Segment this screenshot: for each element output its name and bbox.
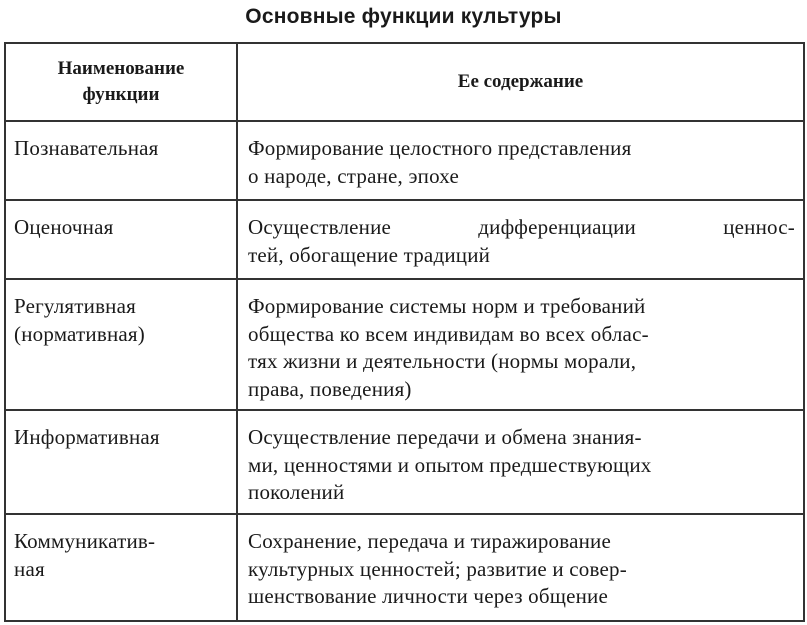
cell-text-line: Формирование целостного представления [248,136,632,160]
cell-text-line: культурных ценностей; развитие и совер- [248,556,627,581]
header-text-line: функции [82,84,160,105]
table-row [5,514,804,621]
function-name-cell [5,279,237,410]
function-content-cell [237,121,804,200]
cell-text-line: Информативная [14,425,160,449]
cell-text-line: тях жизни и деятельности (нормы морали, [248,349,637,373]
header-function-content [237,43,804,121]
cell-text-line: Коммуникатив- [14,529,156,553]
function-name-cell [5,410,237,514]
function-content-cell [237,514,804,621]
cell-text-line: права, поведения) [248,376,412,401]
function-content-cell [237,200,804,279]
function-name-cell [5,514,237,621]
cell-text-line: поколений [248,480,345,504]
table-row [5,279,804,410]
cell-text-line: Познавательная [14,136,159,160]
table-row [5,410,804,514]
cell-text-line: шенствование личности через общение [248,584,609,608]
table-row [5,200,804,279]
cell-text-line: Формирование системы норм и требований [248,294,646,318]
function-content-cell [237,279,804,410]
cell-text-line: тей, обогащение традиций [248,242,491,267]
function-name-cell [5,200,237,279]
header-function-name [5,43,237,121]
cell-text-line: Осуществление дифференциации ценнос- [248,215,795,239]
table-row [5,121,804,200]
page-title: Основные функции культуры [245,5,562,28]
cell-text-line: (нормативная) [14,321,145,346]
header-text-line: Наименование [57,58,185,79]
cell-text-line: Оценочная [14,215,114,239]
header-text-line: Ее содержание [457,71,584,92]
cell-text-line: ная [14,556,45,581]
cell-text-line: Сохранение, передача и тиражирование [248,529,611,553]
function-content-cell [237,410,804,514]
function-name-cell [5,121,237,200]
cell-text-line: общества ко всем индивидам во всех облас- [248,321,649,346]
table-header-row [5,43,804,121]
cell-text-line: ми, ценностями и опытом предшествующих [248,452,652,477]
cell-text-line: Регулятивная [14,294,137,318]
functions-table [4,42,805,622]
cell-text-line: о народе, стране, эпохе [248,163,459,188]
cell-text-line: Осуществление передачи и обмена знания- [248,425,642,449]
